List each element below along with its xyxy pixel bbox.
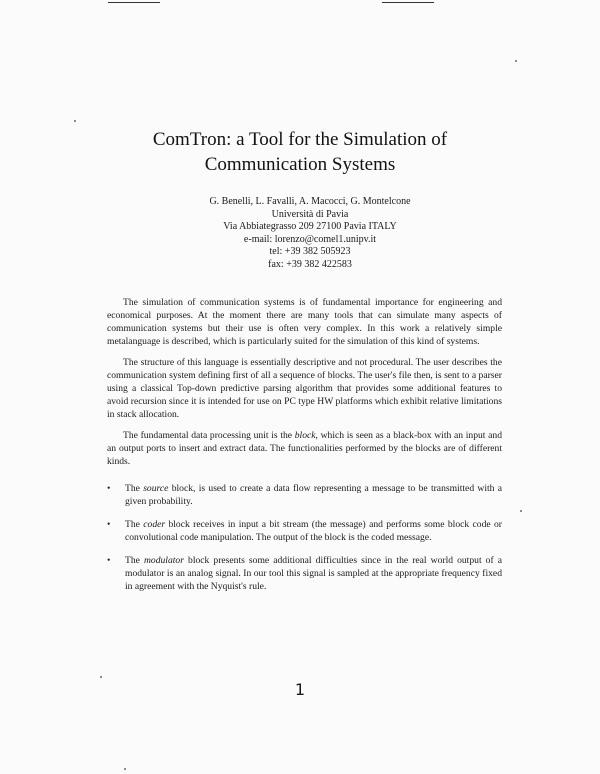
scan-speck [100, 676, 102, 678]
paragraph-3-text-a: The fundamental data processing unit is the [123, 430, 295, 441]
paragraph-3-text-b: , which is seen as a black-box with an input and an output ports to insert and extract data. The functionalities performed by the blocks are of different kinds. [107, 430, 502, 467]
scan-speck [124, 768, 126, 770]
coder-term: coder [143, 519, 166, 530]
paragraph-1: The simulation of communication systems is of fundamental importance for engineering and economical purposes. At the moment there are many tools that can simulate many aspects of communication systems but their use is often very complex. In this work a relatively simple metalanguage is described, which is particularly suited for the simulation of this kind of systems. [107, 297, 502, 347]
scan-speck [74, 120, 76, 122]
top-rule-right [382, 2, 434, 3]
telephone: tel: +39 382 505923 [269, 246, 351, 257]
author-block [160, 196, 460, 271]
fax: fax: +39 382 422583 [268, 258, 352, 270]
bullet-icon: • [107, 555, 111, 566]
paragraph-3 [107, 429, 502, 468]
list-item-modulator [107, 554, 502, 593]
bullet-icon: • [107, 483, 111, 494]
list-item-text-b: block receives in input a bit stream (the message) and performs some block code or convolutional code manipulation. The output of the block is the coded message. [125, 519, 502, 543]
scan-speck [520, 510, 522, 512]
author-names: G. Benelli, L. Favalli, A. Macocci, G. Montelcone [209, 196, 411, 207]
list-item-text-b: block, is used to create a data flow representing a message to be transmitted with a given probability. [125, 483, 502, 507]
top-rule-left [108, 2, 160, 3]
list-item-text-a: The [125, 483, 144, 494]
source-term: source [143, 483, 169, 494]
list-item-text-b: block presents some additional difficulties since in the real world output of a modulator is an analog signal. In our tool this signal is sampled at the appropriate frequency fixed in agreement with the Nyquist's rule. [125, 555, 502, 592]
address: Via Abbiategrasso 209 27100 Pavia ITALY [223, 221, 397, 232]
list-item-text-a: The [125, 555, 144, 566]
paragraph-2: The structure of this language is essentially descriptive and not procedural. The user describes the communication system defining first of all a sequence of blocks. The user's file then, is sent to a parser using a classical Top-down predictive parsing algorithm that provides some additional features to avoid recursion since it is intended for use on PC type HW platforms which exhibit relative limitations in stack allocation. [107, 357, 502, 420]
title-line-2: Communication Systems [204, 154, 396, 175]
list-item-coder [107, 518, 502, 544]
bullet-icon: • [107, 519, 111, 530]
paper-title [0, 127, 600, 177]
affiliation: Università di Pavia [271, 208, 349, 220]
list-item-source [107, 482, 502, 508]
block-types-list [107, 482, 502, 593]
page-number: 1 [294, 680, 306, 699]
modulator-term: modulator [143, 555, 184, 566]
scan-speck [515, 60, 517, 62]
title-line-1: ComTron: a Tool for the Simulation of [152, 129, 448, 150]
email: e-mail: lorenzo@comel1.unipv.it [243, 233, 377, 245]
abstract-body [107, 296, 502, 603]
list-item-text-a: The [125, 519, 144, 530]
block-term: block [294, 430, 316, 441]
